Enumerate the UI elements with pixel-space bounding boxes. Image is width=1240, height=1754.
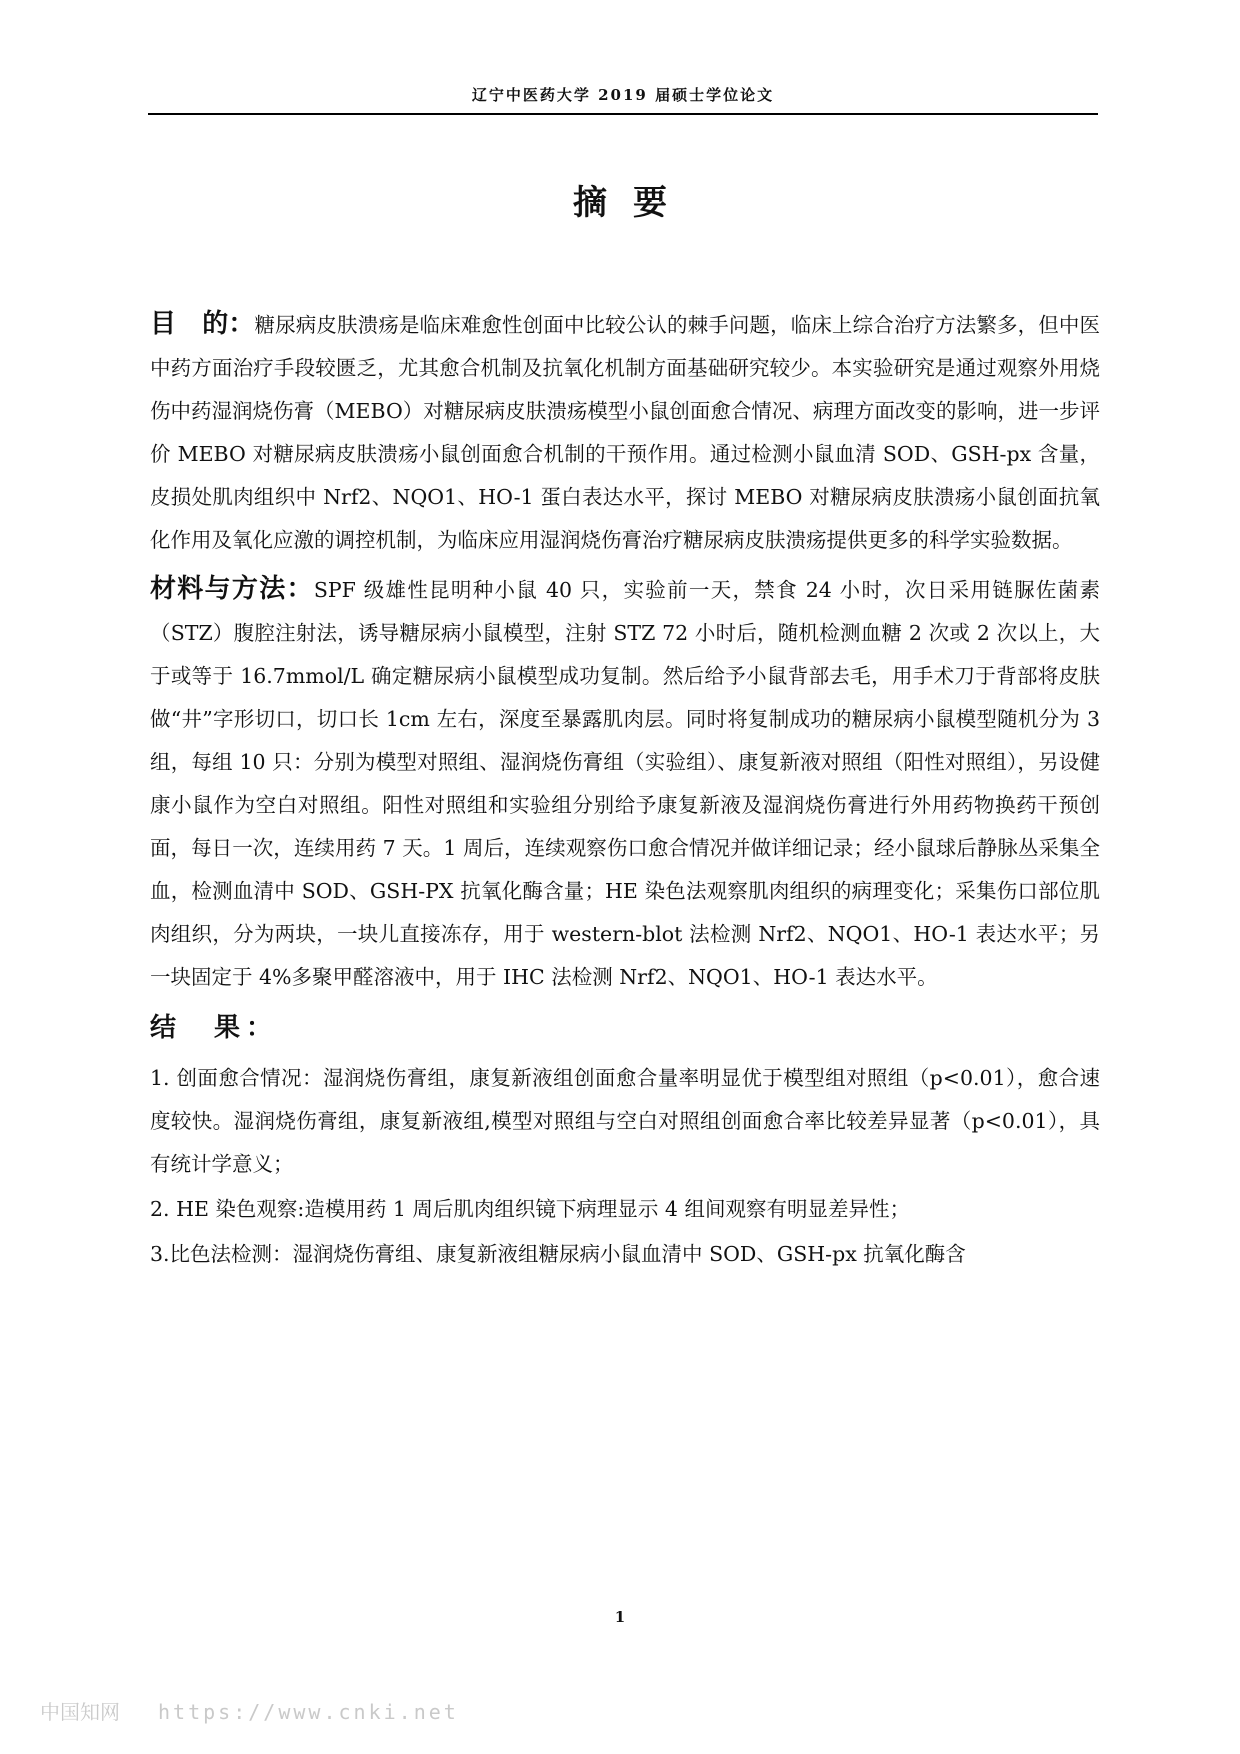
objective-paragraph (150, 303, 1100, 562)
watermark-brand: 中国知网 (40, 1700, 120, 1724)
methods-label: 材料与方法： (150, 574, 314, 604)
header-rule (148, 113, 1098, 115)
results-heading: 结 果： (150, 1013, 279, 1043)
watermark-url: https://www.cnki.net (158, 1700, 459, 1724)
watermark (40, 1696, 459, 1725)
results-item: 3.比色法检测：湿润烧伤膏组、康复新液组糖尿病小鼠血清中 SOD、GSH-px 抗氧化酶含 (150, 1242, 966, 1266)
objective-label: 目 的： (150, 309, 255, 339)
methods-paragraph (150, 568, 1100, 999)
results-item: 2. HE 染色观察:造模用药 1 周后肌肉组织镜下病理显示 4 组间观察有明显差异性； (150, 1197, 910, 1221)
methods-text: SPF 级雄性昆明种小鼠 40 只，实验前一天，禁食 24 小时，次日采用链脲佐菌素（STZ）腹腔注射法，诱导糖尿病小鼠模型，注射 STZ 72 小时后，随机检测血糖 2 次或 2 次以上，大于或等于 16.7mmol/L 确定糖尿病小鼠模型成功复制。然后给予小鼠背部去毛，用手术刀于背部将皮肤做“井”字形切口，切口长 1cm 左右，深度至暴露肌肉层。同时将复制成功的糖尿病小鼠模型随机分为 3 组，每组 10 只：分别为模型对照组、湿润烧伤膏组（实验组）、康复新液对照组（阳性对照组），另设健康小鼠作为空白对照组。阳性对照组和实验组分别给予康复新液及湿润烧伤膏进行外用药物换药干预创面，每日一次，连续用药 7 天。1 周后，连续观察伤口愈合情况并做详细记录；经小鼠球后静脉丛采集全血，检测血清中 SOD、GSH-PX 抗氧化酶含量；HE 染色法观察肌肉组织的病理变化；采集伤口部位肌肉组织，分为两块，一块儿直接冻存，用于 western-blot 法检测 Nrf2、NQO1、HO-1 表达水平；另一块固定于 4%多聚甲醛溶液中，用于 IHC 法检测 Nrf2、NQO1、HO-1 表达水平。 (150, 578, 1100, 989)
page-title: 摘要 (573, 183, 693, 223)
results-item: 1. 创面愈合情况：湿润烧伤膏组，康复新液组创面愈合量率明显优于模型组对照组（p<0.01），愈合速度较快。湿润烧伤膏组，康复新液组,模型对照组与空白对照组创面愈合率比较差异显著（p<0.01），具有统计学意义； (150, 1066, 1100, 1176)
page-number: 1 (614, 1608, 626, 1626)
abstract-body (150, 303, 1100, 1278)
objective-text: 糖尿病皮肤溃疡是临床难愈性创面中比较公认的棘手问题，临床上综合治疗方法繁多，但中医中药方面治疗手段较匮乏，尤其愈合机制及抗氧化机制方面基础研究较少。本实验研究是通过观察外用烧伤中药湿润烧伤膏（MEBO）对糖尿病皮肤溃疡模型小鼠创面愈合情况、病理方面改变的影响，进一步评价 MEBO 对糖尿病皮肤溃疡小鼠创面愈合机制的干预作用。通过检测小鼠血清 SOD、GSH-px 含量，皮损处肌肉组织中 Nrf2、NQO1、HO-1 蛋白表达水平，探讨 MEBO 对糖尿病皮肤溃疡小鼠创面抗氧化作用及氧化应激的调控机制，为临床应用湿润烧伤膏治疗糖尿病皮肤溃疡提供更多的科学实验数据。 (150, 313, 1100, 552)
running-header: 辽宁中医药大学 2019 届硕士学位论文 (471, 86, 775, 104)
